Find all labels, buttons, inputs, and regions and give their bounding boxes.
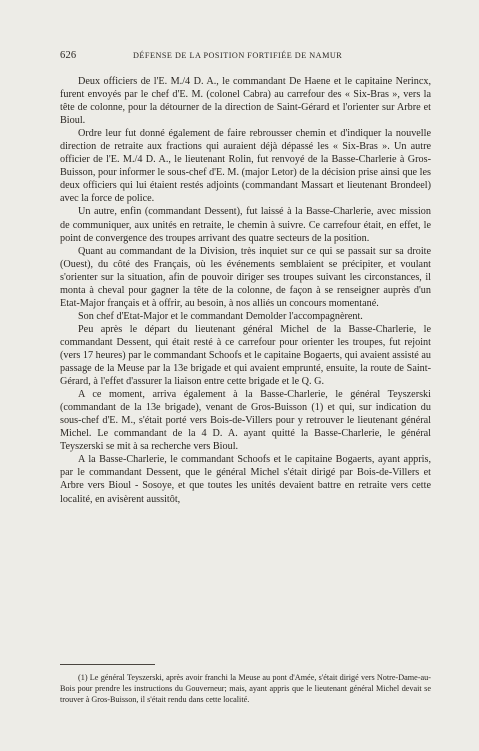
running-title: DÉFENSE DE LA POSITION FORTIFIÉE DE NAMUR (133, 51, 343, 60)
page-number: 626 (60, 50, 77, 61)
paragraph-7: A ce moment, arriva également à la Basse-Charlerie, le général Teyszerski (commandant de la 13e brigade), venant de Gros-Buisson (1) et qui, sur indication du sous-chef d'E. M., s'était porté vers Bois-de-Villers pour y retrouver le lieutenant général Michel. Le commandant de la 4 D. A. ayant quitté la Basse-Charlerie, le général Teyszerski se mit à sa recherche vers Bioul. (60, 389, 431, 453)
body-text (60, 75, 431, 506)
footnote-divider (60, 664, 155, 665)
paragraph-6: Peu après le départ du lieutenant général Michel de la Basse-Charlerie, le commandant Dessent, qui était resté à ce carrefour pour orienter les troupes, fut rejoint (vers 17 heures) par le commandant Schoofs et le capitaine Bogaerts, qui avaient assisté au passage de la Meuse par la 13e brigade et qui avaient emprunté, ensuite, la route de Saint-Gérard, à l'effet d'assurer la liaison entre cette brigade et le Q. G. (60, 323, 431, 388)
paragraph-2: Ordre leur fut donné également de faire rebrousser chemin et d'indiquer la nouvelle direction de retraite aux fractions qui auraient déjà dépassé les « Six-Bras ». Un autre officier de l'E. M./4 D. A., le lieutenant Rolin, fut renvoyé de la Basse-Charlerie à Gros-Buisson, pour informer le sous-chef d'E. M. (major Letor) de la décision prise ainsi que les deux officiers qui lui étaient restés adjoints (commandant Massart et lieutenant Brondeel) avec la force de police. (60, 128, 431, 205)
paragraph-5: Son chef d'Etat-Major et le commandant Demolder l'accompagnèrent. (78, 310, 363, 322)
paragraph-3: Un autre, enfin (commandant Dessent), fut laissé à la Basse-Charlerie, avec mission de communiquer, aux unités en retraite, le chemin à suivre. Ce carrefour était, en effet, le point de convergence des troupes arrivant des quatre secteurs de la position. (60, 206, 431, 244)
paragraph-8: A la Basse-Charlerie, le commandant Schoofs et le capitaine Bogaerts, ayant appris, par le commandant Dessent, que le général Michel s'était dirigé par Bois-de-Villers et Arbre vers Bioul - Sosoye, et que toutes les unités devaient battre en retraite vers cette localité, en avisèrent aussitôt, (60, 454, 431, 505)
footnote-text: (1) Le général Teyszerski, après avoir franchi la Meuse au pont d'Amée, s'était dirigé vers Notre-Dame-au-Bois pour prendre les instructions du Gouverneur; mais, ayant appris que le lieutenant général Michel devait se trouver à Gros-Buisson, il s'était rendu dans cette localité. (60, 673, 431, 704)
footnote (60, 672, 431, 705)
paragraph-1: Deux officiers de l'E. M./4 D. A., le commandant De Haene et le capitaine Nerincx, furent envoyés par le chef d'E. M. (colonel Cabra) au carrefour des « Six-Bras », vers la tête de colonne, pour la détourner de la direction de Saint-Gérard et l'orienter sur Arbre et Bioul. (60, 76, 431, 127)
paragraph-4: Quant au commandant de la Division, très inquiet sur ce qui se passait sur sa droite (Ouest), du côté des Français, où les événements semblaient se précipiter, et voulant s'orienter sur la situation, afin de pouvoir diriger ses troupes suivant les circonstances, il monta à cheval pour gagner la tête de la colonne, de façon à se renseigner auprès d'un Etat-Major français et à offrir, au besoin, à nos alliés un concours momentané. (60, 245, 431, 309)
